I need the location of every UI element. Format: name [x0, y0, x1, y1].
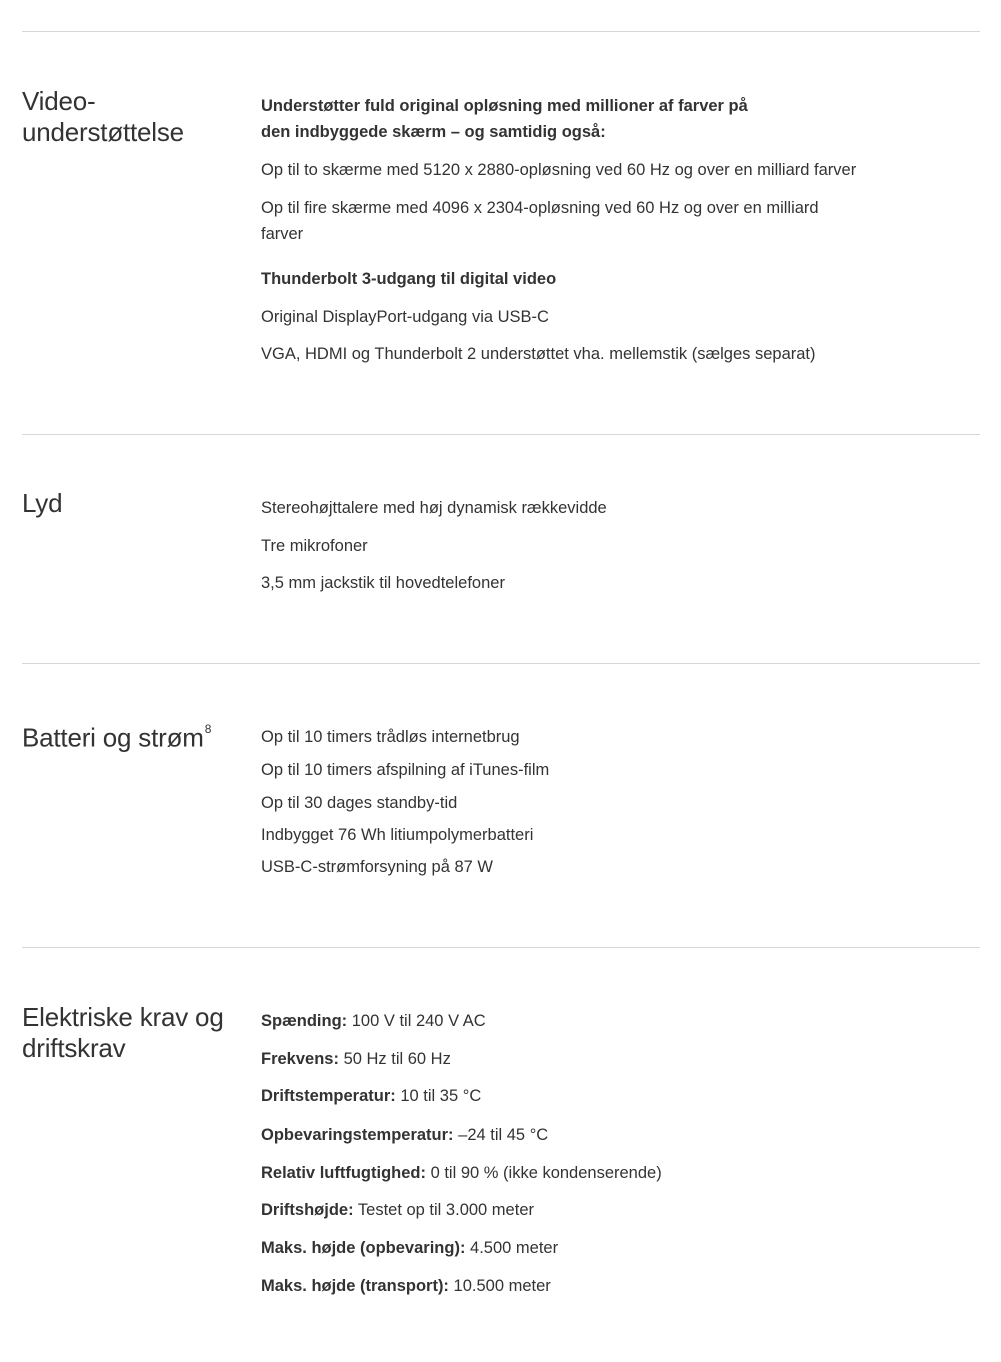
spec-row — [261, 1160, 861, 1186]
spec-item: VGA, HDMI og Thunderbolt 2 understøttet vha. mellemstik (sælges separat) — [261, 345, 816, 363]
spec-item: Op til 30 dages standby-tid — [261, 794, 458, 812]
section-divider — [22, 434, 980, 435]
section-title-video — [22, 86, 237, 148]
spec-value: 50 Hz til 60 Hz — [343, 1050, 451, 1068]
spec-value: –24 til 45 °C — [458, 1126, 549, 1144]
spec-item-heading: Thunderbolt 3-udgang til digital video — [261, 270, 557, 288]
spec-value: 0 til 90 % (ikke kondenserende) — [430, 1164, 662, 1182]
spec-label: Driftshøjde: — [261, 1201, 354, 1219]
spec-item: Op til 10 timers afspilning af iTunes-film — [261, 761, 550, 779]
spec-label: Relativ luftfugtighed: — [261, 1164, 426, 1182]
spec-row — [261, 1046, 861, 1072]
spec-label: Frekvens: — [261, 1050, 339, 1068]
section-title-audio: Lyd — [22, 488, 63, 518]
section-title-text: Batteri og strøm — [22, 722, 204, 753]
spec-item: USB-C-strømforsyning på 87 W — [261, 858, 493, 876]
section-title-line: driftskrav — [22, 1033, 126, 1063]
spec-item: Original DisplayPort-udgang via USB-C — [261, 308, 549, 326]
section-title-line: understøttelse — [22, 117, 184, 147]
footnote-marker[interactable]: 8 — [204, 722, 212, 736]
section-title-battery — [22, 718, 237, 754]
spec-label: Spænding: — [261, 1012, 348, 1030]
spec-row — [261, 1235, 861, 1261]
section-divider — [22, 31, 980, 32]
spec-value: Testet op til 3.000 meter — [357, 1201, 534, 1219]
spec-value: 4.500 meter — [470, 1239, 559, 1257]
section-divider — [22, 663, 980, 664]
spec-row — [261, 1197, 861, 1223]
spec-item: Op til 10 timers trådløs internetbrug — [261, 728, 520, 746]
spec-row — [261, 1122, 861, 1148]
section-title-line: Elektriske krav og — [22, 1002, 224, 1032]
spec-item: Op til to skærme med 5120 x 2880-opløsning ved 60 Hz og over en milliard farver — [261, 161, 857, 179]
section-divider — [22, 947, 980, 948]
spec-value: 10 til 35 °C — [400, 1087, 482, 1105]
spec-item-heading: Understøtter fuld original opløsning med millioner af farver på den indbyggede skærm – og samtidig også: — [261, 97, 748, 141]
spec-label: Opbevaringstemperatur: — [261, 1126, 454, 1144]
spec-label: Maks. højde (transport): — [261, 1277, 449, 1295]
spec-value: 100 V til 240 V AC — [351, 1012, 486, 1030]
spec-item: Op til fire skærme med 4096 x 2304-opløsning ved 60 Hz og over en milliard farver — [261, 199, 819, 243]
spec-item: Indbygget 76 Wh litiumpolymerbatteri — [261, 826, 534, 844]
spec-item: Stereohøjttalere med høj dynamisk rækkevidde — [261, 499, 607, 517]
spec-item: 3,5 mm jackstik til hovedtelefoner — [261, 574, 505, 592]
spec-value: 10.500 meter — [453, 1277, 551, 1295]
spec-label: Driftstemperatur: — [261, 1087, 396, 1105]
spec-label: Maks. højde (opbevaring): — [261, 1239, 466, 1257]
spec-item: Tre mikrofoner — [261, 537, 368, 555]
section-title-line: Video- — [22, 86, 96, 116]
spec-row — [261, 1008, 861, 1034]
spec-row — [261, 1083, 861, 1109]
spec-row — [261, 1273, 861, 1299]
section-title-electrical — [22, 1002, 237, 1064]
